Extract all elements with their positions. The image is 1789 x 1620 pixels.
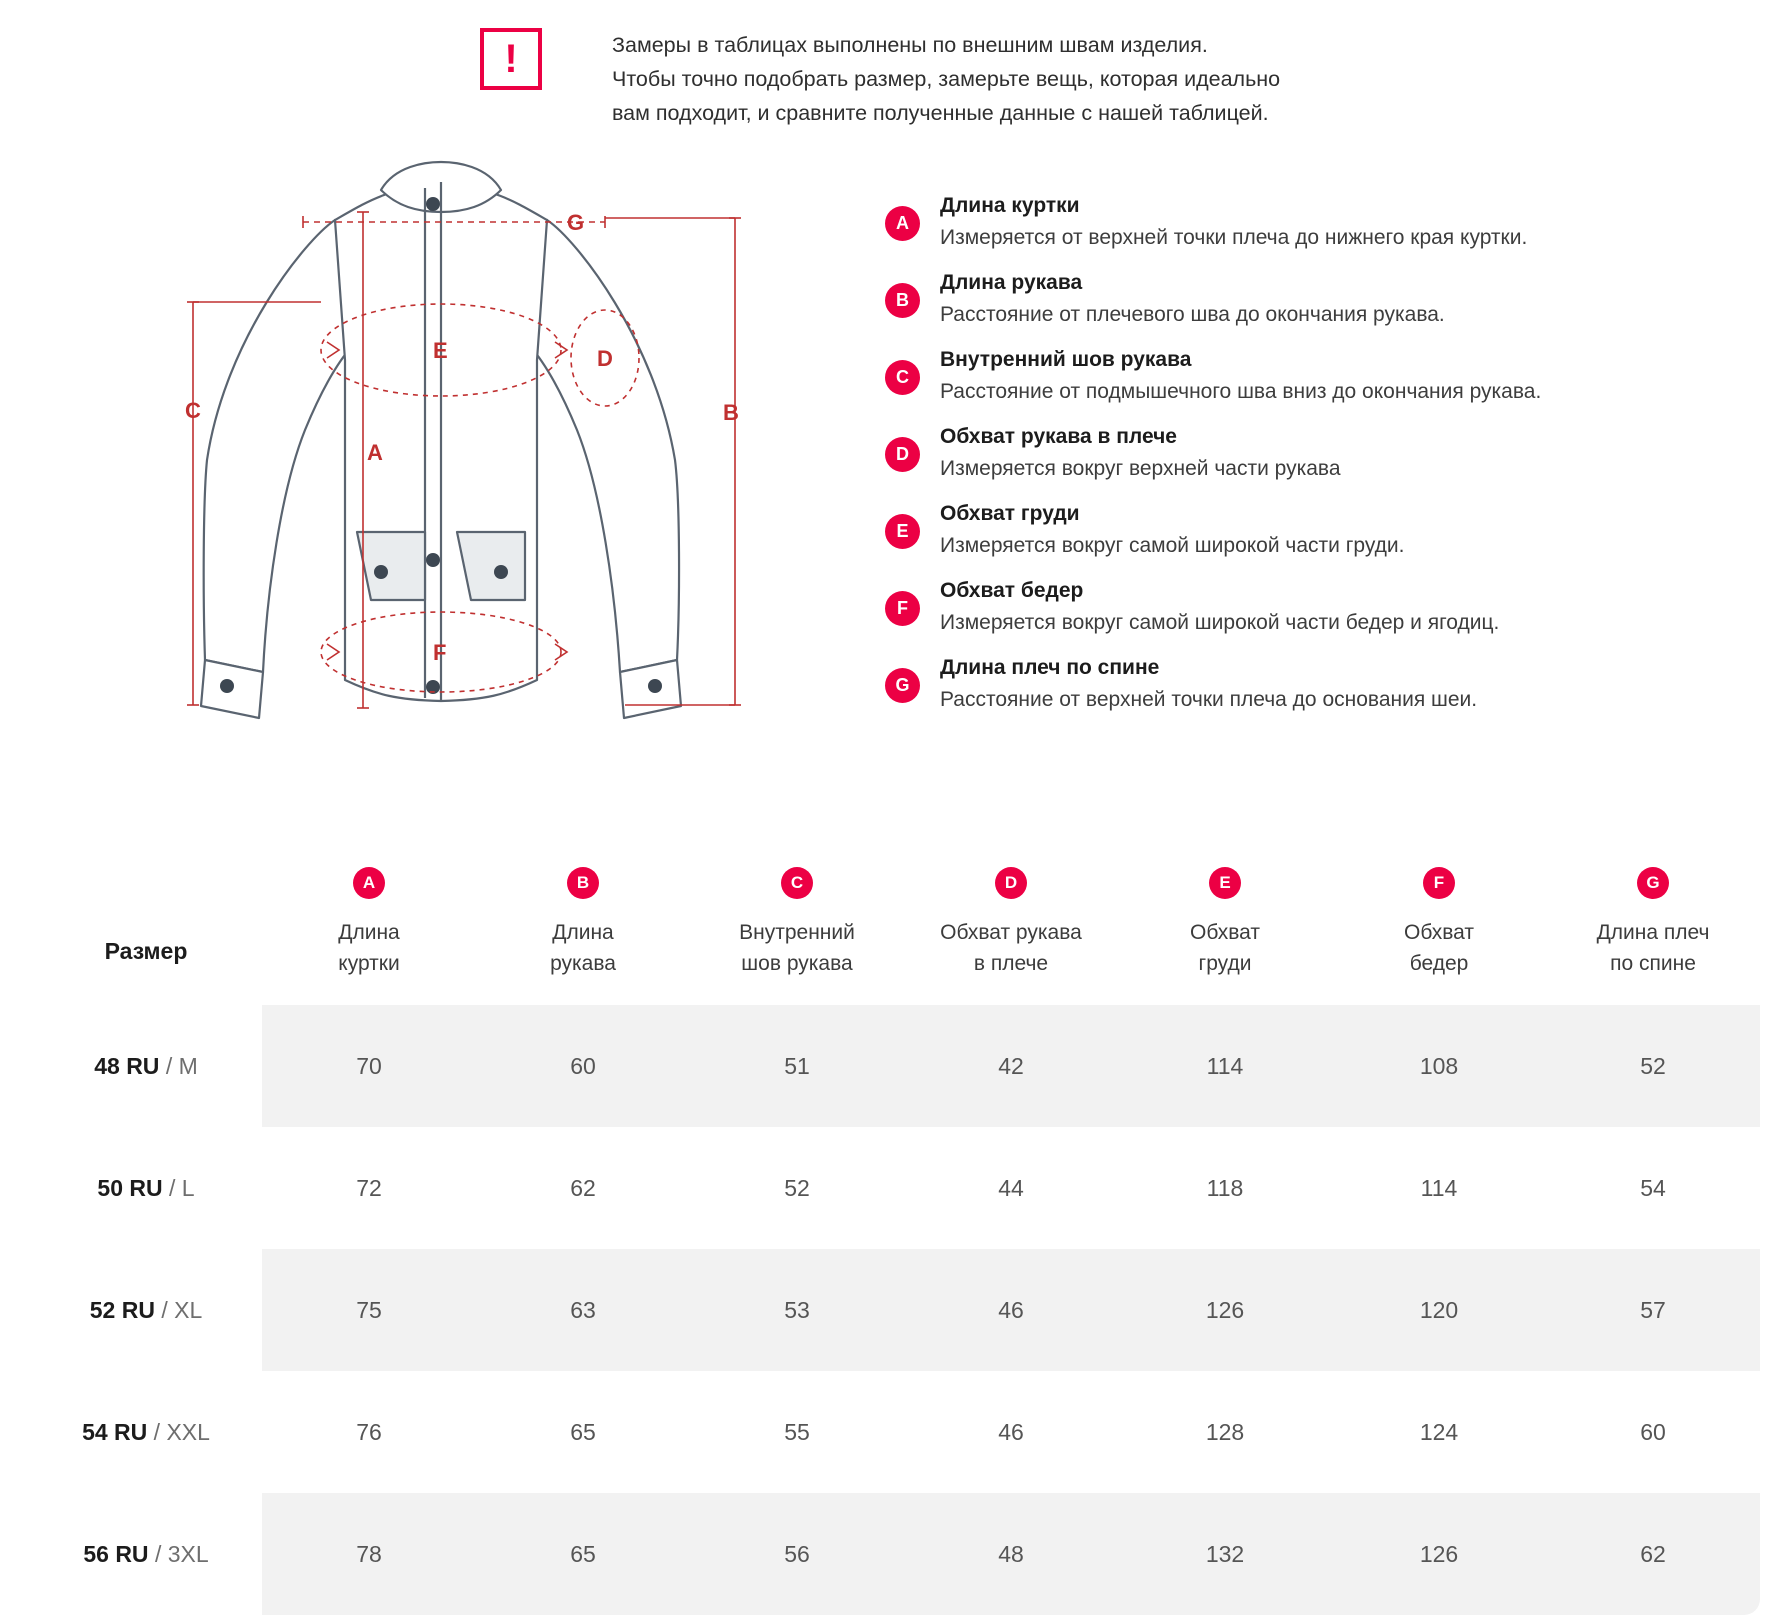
jacket-diagram — [185, 160, 845, 760]
cell-d: 44 — [998, 1174, 1024, 1201]
cell-e: 118 — [1206, 1174, 1244, 1201]
table-header-row — [30, 845, 1760, 1005]
size-table-head — [30, 845, 1760, 1005]
row-size-intl: M — [178, 1052, 198, 1079]
notice-text — [612, 28, 1280, 130]
header-col-c — [690, 845, 904, 1005]
cell-d: 42 — [904, 1005, 1118, 1127]
legend-title-e: Обхват груди — [940, 502, 1080, 525]
measurement-notice — [480, 28, 1280, 130]
header-col-a — [262, 845, 476, 1005]
header-label-c-line1: Внутренний — [739, 921, 855, 944]
header-badge-a: A — [353, 867, 385, 899]
legend-badge-d: D — [885, 437, 920, 472]
notice-line-1: Замеры в таблицах выполнены по внешним швам изделия. — [612, 33, 1208, 57]
legend-title-a: Длина куртки — [940, 194, 1080, 217]
row-size-intl: 3XL — [167, 1540, 209, 1567]
legend-item-g — [885, 652, 1645, 716]
cell-d: 48 — [904, 1493, 1118, 1615]
legend-item-e — [885, 498, 1645, 562]
row-size-intl: XXL — [166, 1418, 210, 1445]
legend-body-b — [940, 267, 1645, 331]
cell-b: 65 — [476, 1493, 690, 1615]
header-label-c-line2: шов рукава — [741, 952, 853, 975]
header-label-b-line1: Длина — [552, 921, 614, 944]
row-size-label — [30, 1249, 262, 1371]
legend-item-c — [885, 344, 1645, 408]
header-label-d-line1: Обхват рукава — [940, 921, 1082, 944]
legend-body-g — [940, 652, 1645, 716]
legend-body-c — [940, 344, 1645, 408]
cell-g: 62 — [1546, 1493, 1760, 1615]
header-size: Размер — [104, 937, 188, 964]
cell-f: 124 — [1419, 1418, 1459, 1445]
row-size-intl: L — [181, 1174, 195, 1201]
cell-b: 63 — [476, 1249, 690, 1371]
cell-a: 72 — [356, 1174, 382, 1201]
legend-body-d — [940, 421, 1645, 485]
row-size-sep: / — [154, 1540, 168, 1567]
header-label-f-line2: бедер — [1409, 952, 1469, 975]
cell-b: 62 — [570, 1174, 596, 1201]
header-badge-g: G — [1637, 867, 1669, 899]
header-col-e — [1118, 845, 1332, 1005]
jacket-diagram-svg — [185, 160, 845, 760]
legend-item-b — [885, 267, 1645, 331]
legend-desc-d: Измеряется вокруг верхней части рукава — [940, 457, 1341, 480]
header-label-d-line2: в плече — [973, 952, 1049, 975]
legend-desc-f: Измеряется вокруг самой широкой части бедер и ягодиц. — [940, 611, 1500, 634]
cell-d: 46 — [998, 1418, 1024, 1445]
header-badge-b: B — [567, 867, 599, 899]
diagram-label-b: B — [723, 400, 739, 425]
row-size-ru: 56 RU — [83, 1540, 149, 1567]
legend-body-f — [940, 575, 1645, 639]
cell-d: 46 — [904, 1249, 1118, 1371]
row-size-label — [30, 1371, 262, 1493]
legend-title-f: Обхват бедер — [940, 579, 1084, 602]
table-row — [30, 1493, 1760, 1615]
header-label-g-line1: Длина плеч — [1596, 921, 1710, 944]
legend-badge-e: E — [885, 514, 920, 549]
legend-desc-e: Измеряется вокруг самой широкой части груди. — [940, 534, 1405, 557]
legend-badge-g: G — [885, 668, 920, 703]
cell-e: 126 — [1118, 1249, 1332, 1371]
legend-desc-g: Расстояние от верхней точки плеча до основания шеи. — [940, 688, 1478, 711]
table-row — [30, 1249, 1760, 1371]
header-col-b — [476, 845, 690, 1005]
legend-title-d: Обхват рукава в плече — [940, 425, 1177, 448]
header-label-g-line2: по спине — [1610, 952, 1696, 975]
header-badge-c: C — [781, 867, 813, 899]
cell-b: 60 — [476, 1005, 690, 1127]
row-size-sep: / — [169, 1174, 182, 1201]
table-row — [30, 1127, 1760, 1249]
cell-g: 54 — [1640, 1174, 1666, 1201]
legend-desc-b: Расстояние от плечевого шва до окончания рукава. — [940, 303, 1445, 326]
cell-a: 70 — [262, 1005, 476, 1127]
cell-a: 78 — [262, 1493, 476, 1615]
legend-badge-c: C — [885, 360, 920, 395]
legend-badge-b: B — [885, 283, 920, 318]
diagram-label-d: D — [597, 346, 613, 371]
header-label-a-line2: куртки — [338, 952, 400, 975]
row-size-sep: / — [165, 1052, 179, 1079]
cell-c: 55 — [784, 1418, 810, 1445]
legend-list — [885, 190, 1645, 729]
legend-title-c: Внутренний шов рукава — [940, 348, 1192, 371]
diagram-label-c: C — [185, 398, 201, 423]
cell-c: 52 — [784, 1174, 810, 1201]
header-label-a-line1: Длина — [338, 921, 400, 944]
cell-f: 108 — [1332, 1005, 1546, 1127]
row-size-sep: / — [153, 1418, 167, 1445]
cell-e: 128 — [1205, 1418, 1245, 1445]
exclamation-icon: ! — [480, 28, 542, 90]
header-badge-f: F — [1423, 867, 1455, 899]
cell-a: 76 — [356, 1418, 382, 1445]
diagram-label-f: F — [433, 640, 447, 665]
diagram-label-g: G — [567, 210, 585, 235]
cell-e: 114 — [1118, 1005, 1332, 1127]
diagram-label-a: A — [367, 440, 383, 465]
header-label-f-line1: Обхват — [1404, 921, 1474, 944]
cell-a: 75 — [262, 1249, 476, 1371]
legend-desc-c: Расстояние от подмышечного шва вниз до окончания рукава. — [940, 380, 1542, 403]
cell-g: 57 — [1546, 1249, 1760, 1371]
diagram-label-e: E — [433, 338, 448, 363]
legend-item-d — [885, 421, 1645, 485]
legend-body-e — [940, 498, 1645, 562]
header-label-e-line2: груди — [1198, 952, 1252, 975]
legend-item-a — [885, 190, 1645, 254]
header-label-b-line2: рукава — [550, 952, 616, 975]
row-size-label — [30, 1005, 262, 1127]
header-badge-d: D — [995, 867, 1027, 899]
cell-c: 51 — [690, 1005, 904, 1127]
cell-b: 65 — [570, 1418, 596, 1445]
header-col-d — [904, 845, 1118, 1005]
size-table — [30, 845, 1760, 1615]
header-col-f — [1332, 845, 1546, 1005]
legend-title-g: Длина плеч по спине — [940, 656, 1160, 679]
row-size-ru: 54 RU — [82, 1418, 148, 1445]
notice-line-3: вам подходит, и сравните полученные данные с нашей таблицей. — [612, 101, 1269, 125]
header-label-e-line1: Обхват — [1190, 921, 1260, 944]
cell-f: 120 — [1332, 1249, 1546, 1371]
legend-title-b: Длина рукава — [940, 271, 1083, 294]
row-size-label — [30, 1127, 262, 1249]
legend-body-a — [940, 190, 1645, 254]
row-size-label — [30, 1493, 262, 1615]
legend-item-f — [885, 575, 1645, 639]
size-table-container — [30, 845, 1760, 1615]
size-table-body — [30, 1005, 1760, 1615]
legend-desc-a: Измеряется от верхней точки плеча до нижнего края куртки. — [940, 226, 1528, 249]
header-col-g — [1546, 845, 1760, 1005]
cell-f: 114 — [1420, 1174, 1458, 1201]
row-size-ru: 50 RU — [97, 1174, 163, 1201]
legend-badge-f: F — [885, 591, 920, 626]
table-row — [30, 1371, 1760, 1493]
cell-f: 126 — [1332, 1493, 1546, 1615]
notice-line-2: Чтобы точно подобрать размер, замерьте вещь, которая идеально — [612, 67, 1281, 91]
cell-c: 53 — [690, 1249, 904, 1371]
cell-c: 56 — [690, 1493, 904, 1615]
cell-g: 52 — [1546, 1005, 1760, 1127]
table-row — [30, 1005, 1760, 1127]
cell-e: 132 — [1118, 1493, 1332, 1615]
header-badge-e: E — [1209, 867, 1241, 899]
cell-g: 60 — [1640, 1418, 1666, 1445]
row-size-intl: XL — [174, 1296, 203, 1323]
row-size-ru: 48 RU — [94, 1052, 160, 1079]
row-size-ru: 52 RU — [89, 1296, 155, 1323]
legend-badge-a: A — [885, 206, 920, 241]
row-size-sep: / — [161, 1296, 175, 1323]
